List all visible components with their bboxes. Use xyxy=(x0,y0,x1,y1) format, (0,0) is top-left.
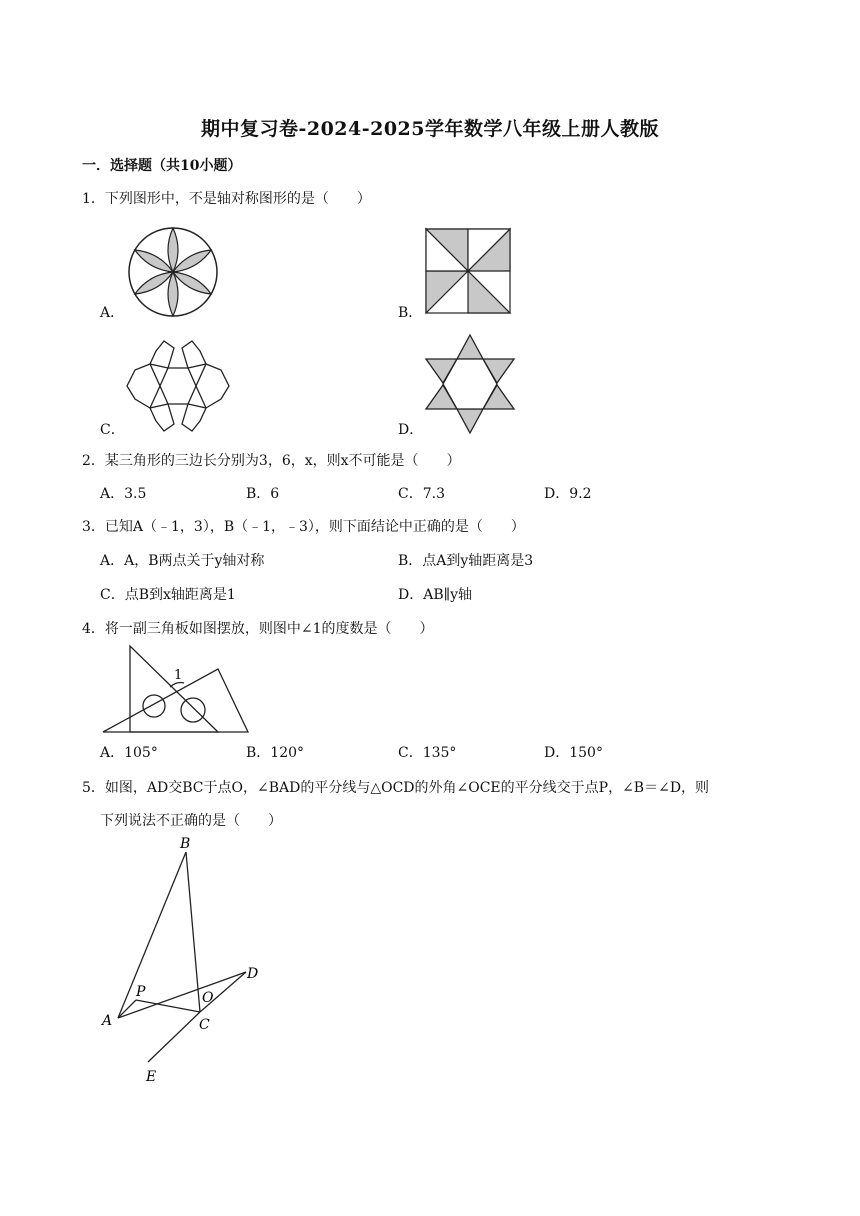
q1-figure-c-hexagon-star xyxy=(126,340,230,432)
q3-option-a: A．A，B两点关于y轴对称 xyxy=(100,553,265,569)
q5-label-c: C xyxy=(199,1017,210,1033)
q1-option-d-label: D． xyxy=(398,422,424,438)
q5-geometry-figure xyxy=(96,832,276,1086)
q1-stem: 1．下列图形中，不是轴对称图形的是（ ） xyxy=(82,191,371,207)
q2-option-c: C．7.3 xyxy=(398,486,445,502)
q4-option-c: C．135° xyxy=(398,745,457,761)
q5-label-b: B xyxy=(180,836,191,852)
q2-option-d: D．9.2 xyxy=(544,486,592,502)
q1-option-b-label: B． xyxy=(398,305,423,321)
q1-figure-d-star-of-david xyxy=(425,334,515,434)
q4-option-d: D．150° xyxy=(544,745,603,761)
q4-figure-triangle-rulers xyxy=(100,644,252,736)
q2-option-b: B．6 xyxy=(246,486,280,502)
q5-label-p: P xyxy=(136,984,146,1000)
q1-option-a-label: A． xyxy=(100,305,125,321)
q4-option-a: A．105° xyxy=(100,745,158,761)
q3-option-d: D．AB∥y轴 xyxy=(398,587,472,603)
q5-label-e: E xyxy=(146,1069,157,1085)
q1-figure-b-pinwheel xyxy=(425,228,511,314)
q4-option-b: B．120° xyxy=(246,745,305,761)
q1-figure-a-flower-circle xyxy=(126,225,220,319)
section-heading: 一．选择题（共10小题） xyxy=(82,158,242,174)
q5-label-d: D xyxy=(247,966,259,982)
q5-stem-line1: 5．如图，AD交BC于点O，∠BAD的平分线与△OCD的外角∠OCE的平分线交于点P，∠B＝∠D，则 xyxy=(82,780,710,796)
page-title: 期中复习卷-2024-2025学年数学八年级上册人教版 xyxy=(200,118,660,140)
q2-option-a: A．3.5 xyxy=(100,486,147,502)
q5-stem-line2: 下列说法不正确的是（ ） xyxy=(100,813,282,829)
q3-option-c: C．点B到x轴距离是1 xyxy=(100,587,236,603)
q4-angle-label: 1 xyxy=(174,668,183,683)
q5-label-a: A xyxy=(102,1013,113,1029)
q1-option-c-label: C． xyxy=(100,422,125,438)
q5-label-o: O xyxy=(202,990,214,1006)
q3-option-b: B．点A到y轴距离是3 xyxy=(398,553,534,569)
q4-stem: 4．将一副三角板如图摆放，则图中∠1的度数是（ ） xyxy=(82,621,434,637)
q3-stem: 3．已知A（﹣1，3），B（﹣1，﹣3），则下面结论中正确的是（ ） xyxy=(82,519,525,535)
q2-stem: 2．某三角形的三边长分别为3，6，x，则x不可能是（ ） xyxy=(82,453,461,469)
